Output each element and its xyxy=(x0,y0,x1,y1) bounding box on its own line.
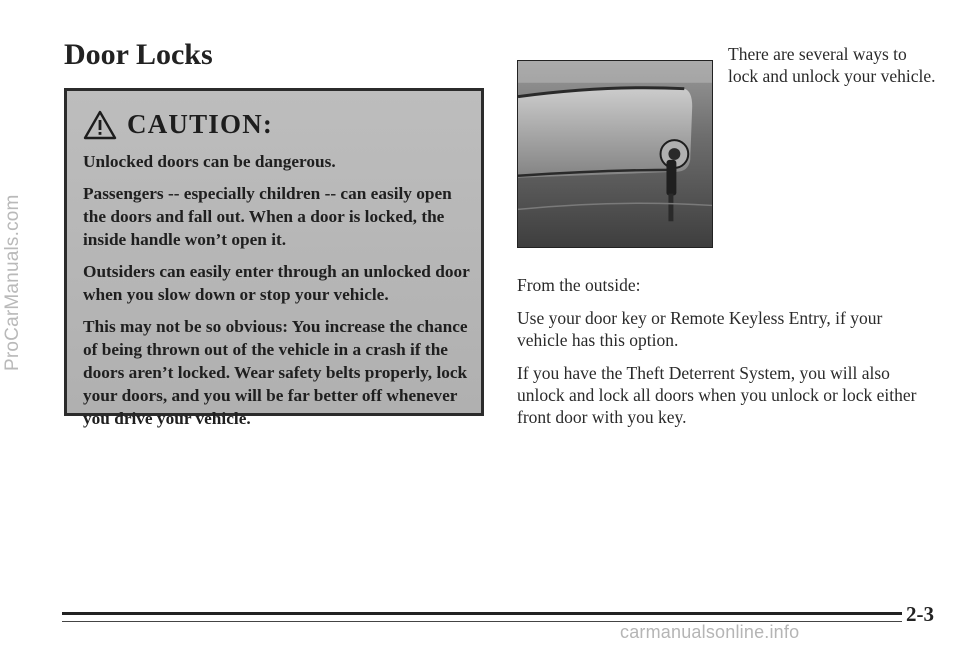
caution-paragraph: Outsiders can easily enter through an unlocked door when you slow down or stop your vehicle. xyxy=(83,262,470,304)
caution-header xyxy=(83,109,471,140)
body-paragraph: Use your door key or Remote Keyless Entry, if your vehicle has this option. xyxy=(517,308,883,350)
caution-paragraph: This may not be so obvious: You increase the chance of being thrown out of the vehicle in a crash if the doors aren’t locked. Wear safety belts properly, lock your doors, and you will be far better off whenever you drive your vehicle. xyxy=(83,317,468,428)
side-watermark: ProCarManuals.com xyxy=(2,194,23,372)
key-in-door-lock-photo xyxy=(517,60,713,248)
door-handle-illustration xyxy=(518,61,712,247)
body-paragraph: If you have the Theft Deterrent System, you will also unlock and lock all doors when you unlock or lock either front door with you key. xyxy=(517,363,917,427)
caution-paragraph: Passengers -- especially children -- can easily open the doors and fall out. When a door is locked, the inside handle won’t open it. xyxy=(83,184,452,249)
page-title: Door Locks xyxy=(64,38,213,71)
body-text xyxy=(517,274,927,439)
intro-text: There are several ways to lock and unlock your vehicle. xyxy=(728,44,936,86)
caution-paragraph: Unlocked doors can be dangerous. xyxy=(83,152,336,171)
caution-heading: CAUTION: xyxy=(127,109,274,139)
caution-box xyxy=(64,88,484,428)
page-number: 2-3 xyxy=(906,602,934,626)
bottom-watermark: carmanualsonline.info xyxy=(620,622,800,642)
body-paragraph: From the outside: xyxy=(517,275,641,295)
warning-triangle-icon xyxy=(83,110,117,140)
footer-rule-thick xyxy=(62,612,902,615)
